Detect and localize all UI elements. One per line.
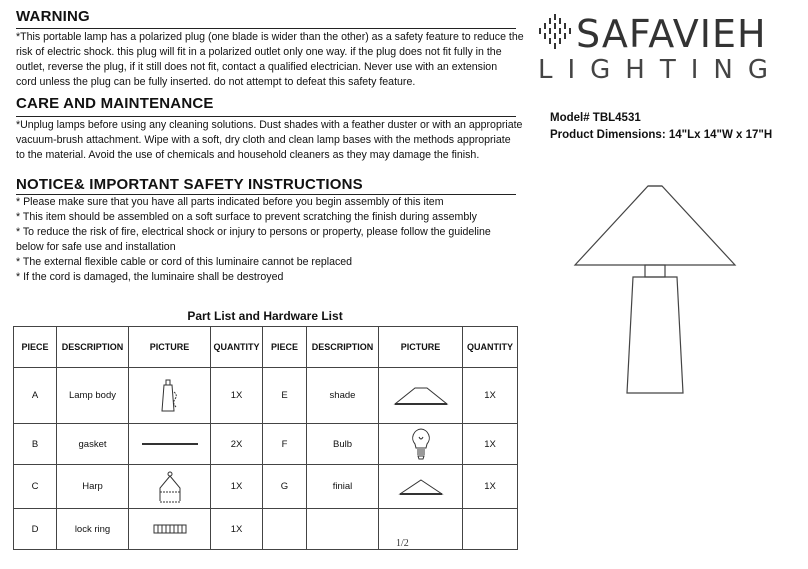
- chandelier-icon: [538, 14, 572, 50]
- quantity-cell: 1X: [211, 368, 263, 424]
- piece-cell: D: [14, 509, 57, 550]
- col-header: DESCRIPTION: [57, 327, 129, 368]
- care-line: vacuum-brush attachment. Wipe with a soft, dry cloth and clean lamp bases with the methods appropriate: [16, 134, 511, 146]
- notice-title: NOTICE& IMPORTANT SAFETY INSTRUCTIONS: [16, 176, 363, 193]
- bulb-icon: [409, 427, 433, 461]
- col-header: PICTURE: [129, 327, 211, 368]
- piece-cell: B: [14, 424, 57, 465]
- piece-cell: F: [263, 424, 307, 465]
- col-header: QUANTITY: [211, 327, 263, 368]
- picture-cell: [379, 368, 463, 424]
- empty-cell: [463, 509, 518, 550]
- care-divider: [16, 116, 516, 117]
- care-text: [16, 118, 523, 163]
- quantity-cell: 1X: [211, 509, 263, 550]
- description-cell: Lamp body: [57, 368, 129, 424]
- warning-text: [16, 30, 524, 90]
- warning-title: WARNING: [16, 8, 90, 25]
- care-title: CARE AND MAINTENANCE: [16, 95, 214, 112]
- table-row: [14, 368, 518, 424]
- picture-cell: [129, 465, 211, 509]
- brand-subtitle: LIGHTING: [538, 55, 783, 85]
- picture-cell: [379, 465, 463, 509]
- notice-text: [16, 195, 516, 285]
- table-row: [14, 424, 518, 465]
- piece-cell: C: [14, 465, 57, 509]
- lamp-body-icon: [150, 378, 190, 414]
- warning-divider: [16, 28, 516, 29]
- care-line: to the material. Avoid the use of chemicals and household cleaners as they may damage the finish.: [16, 149, 480, 161]
- parts-table-title: Part List and Hardware List: [187, 309, 343, 323]
- quantity-cell: 1X: [463, 368, 518, 424]
- shade-icon: [391, 384, 451, 408]
- description-cell: gasket: [57, 424, 129, 465]
- description-cell: finial: [307, 465, 379, 509]
- picture-cell: [129, 368, 211, 424]
- brand-name: SAFAVIEH: [576, 12, 767, 56]
- warning-line: outlet, reverse the plug, if it still does not fit, contact a qualified electrician. Never use with an extension: [16, 61, 498, 73]
- notice-line: * If the cord is damaged, the luminaire shall be destroyed: [16, 271, 284, 283]
- parts-table: [13, 326, 518, 550]
- finial-icon: [396, 476, 446, 498]
- quantity-cell: 1X: [211, 465, 263, 509]
- description-cell: Bulb: [307, 424, 379, 465]
- notice-line: below for safe use and installation: [16, 241, 176, 253]
- description-cell: Harp: [57, 465, 129, 509]
- description-cell: lock ring: [57, 509, 129, 550]
- empty-cell: [379, 509, 463, 550]
- notice-line: * This item should be assembled on a soft surface to prevent scratching the finish during assembly: [16, 211, 477, 223]
- piece-cell: E: [263, 368, 307, 424]
- col-header: PIECE: [263, 327, 307, 368]
- notice-line: * Please make sure that you have all parts indicated before you begin assembly of this item: [16, 196, 444, 208]
- picture-cell: [129, 509, 211, 550]
- brand-logo: [536, 8, 798, 86]
- empty-cell: [307, 509, 379, 550]
- table-row: [14, 465, 518, 509]
- model-number: Model# TBL4531: [550, 112, 641, 124]
- warning-line: cord unless the plug can be fully inserted. do not attempt to defeat this safety feature.: [16, 76, 416, 88]
- col-header: PIECE: [14, 327, 57, 368]
- table-row: [14, 509, 518, 550]
- product-dimensions: Product Dimensions: 14"Lx 14"W x 17"H: [550, 129, 773, 141]
- piece-cell: A: [14, 368, 57, 424]
- col-header: QUANTITY: [463, 327, 518, 368]
- description-cell: shade: [307, 368, 379, 424]
- warning-line: *This portable lamp has a polarized plug (one blade is wider than the other) as a safety feature to reduce the: [16, 31, 524, 43]
- lamp-illustration: [565, 180, 745, 420]
- quantity-cell: 1X: [463, 465, 518, 509]
- page-number: 1/2: [396, 538, 409, 549]
- warning-line: risk of electric shock. this plug will fit in a polarized outlet only one way. if the plug does not fit fully in the: [16, 46, 502, 58]
- picture-cell: [129, 424, 211, 465]
- care-line: *Unplug lamps before using any cleaning solutions. Dust shades with a feather duster or with an appropriate: [16, 119, 523, 131]
- col-header: PICTURE: [379, 327, 463, 368]
- gasket-icon: [140, 440, 200, 448]
- quantity-cell: 1X: [463, 424, 518, 465]
- quantity-cell: 2X: [211, 424, 263, 465]
- empty-cell: [263, 509, 307, 550]
- notice-line: * To reduce the risk of fire, electrical shock or injury to persons or property, please follow the guideline: [16, 226, 491, 238]
- lock-ring-icon: [150, 522, 190, 536]
- col-header: DESCRIPTION: [307, 327, 379, 368]
- notice-line: * The external flexible cable or cord of this luminaire cannot be replaced: [16, 256, 353, 268]
- picture-cell: [379, 424, 463, 465]
- piece-cell: G: [263, 465, 307, 509]
- table-header-row: [14, 327, 518, 368]
- harp-icon: [152, 470, 188, 504]
